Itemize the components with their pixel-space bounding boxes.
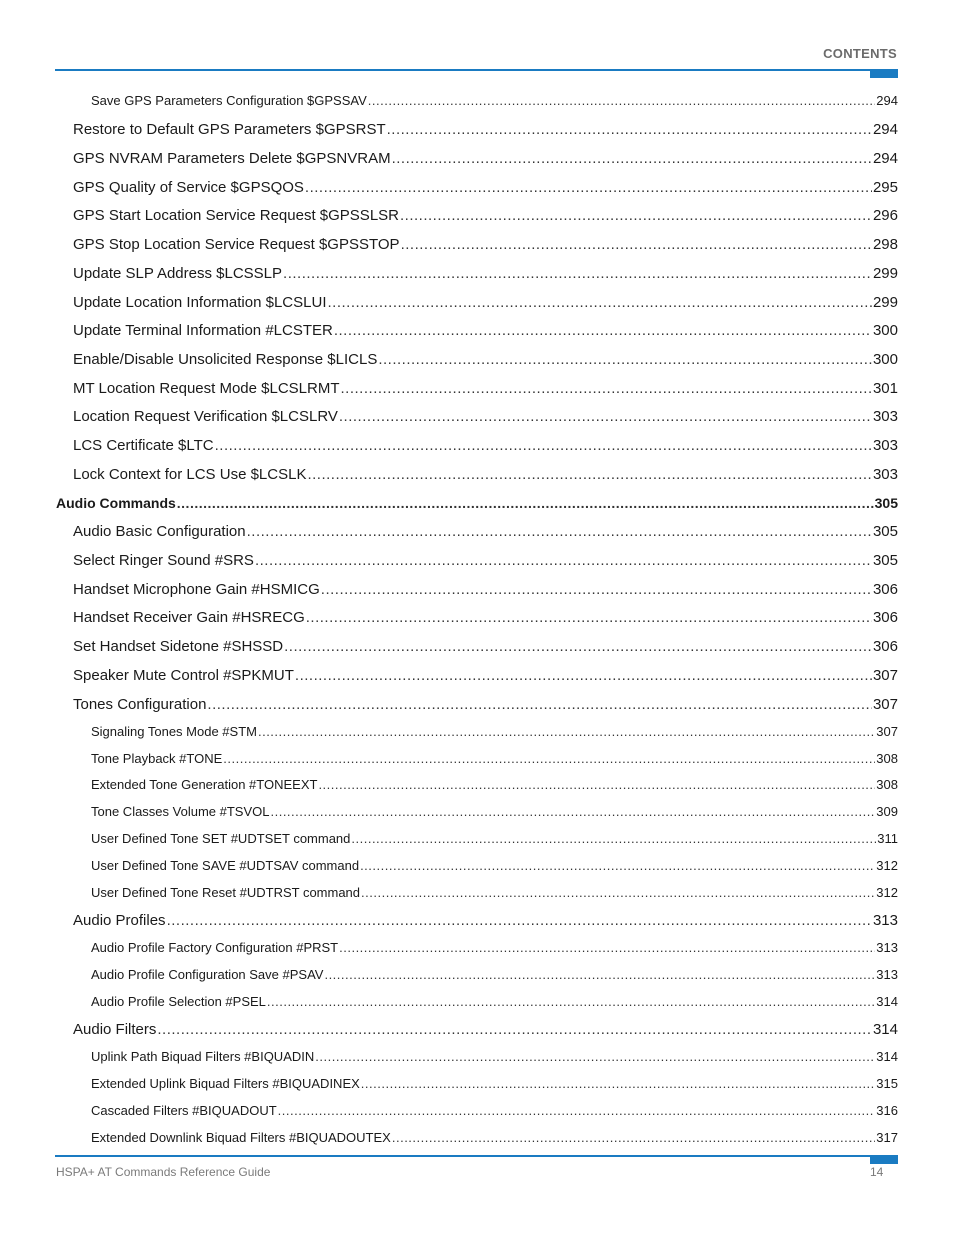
toc-entry-title: Update Terminal Information #LCSTER	[73, 322, 333, 339]
toc-entry-title: Audio Profile Configuration Save #PSAV	[91, 967, 324, 982]
toc-entry-title: Signaling Tones Mode #STM	[91, 724, 257, 739]
toc-entry-page-number: 312	[876, 858, 898, 873]
toc-dot-leader	[307, 466, 872, 483]
toc-dot-leader	[283, 265, 872, 282]
toc-entry-title: Audio Commands	[56, 495, 176, 511]
toc-entry-title: Handset Microphone Gain #HSMICG	[73, 581, 320, 598]
toc-entry[interactable]	[73, 294, 898, 311]
toc-entry[interactable]	[73, 638, 898, 655]
toc-entry-title: Cascaded Filters #BIQUADOUT	[91, 1103, 277, 1118]
toc-dot-leader	[401, 236, 872, 253]
toc-entry[interactable]	[73, 236, 898, 253]
toc-entry[interactable]	[91, 858, 898, 873]
toc-dot-leader	[392, 1130, 875, 1145]
toc-entry-page-number: 294	[872, 150, 898, 167]
toc-entry[interactable]	[91, 1049, 898, 1064]
toc-entry[interactable]	[91, 804, 898, 819]
header-rule	[55, 69, 898, 71]
toc-entry[interactable]	[56, 495, 898, 511]
toc-dot-leader	[270, 804, 875, 819]
footer-page-number: 14	[870, 1165, 884, 1179]
toc-entry[interactable]	[73, 1021, 898, 1038]
toc-entry[interactable]	[91, 994, 898, 1009]
header-section-label: CONTENTS	[823, 46, 897, 61]
toc-dot-leader	[339, 940, 875, 955]
toc-entry-title: Audio Profile Factory Configuration #PRST	[91, 940, 339, 955]
toc-entry-title: Uplink Path Biquad Filters #BIQUADIN	[91, 1049, 315, 1064]
toc-entry[interactable]	[73, 179, 898, 196]
toc-entry-title: Set Handset Sidetone #SHSSD	[73, 638, 284, 655]
toc-entry-page-number: 306	[872, 638, 898, 655]
footer-document-title: HSPA+ AT Commands Reference Guide	[56, 1165, 271, 1179]
toc-dot-leader	[167, 912, 872, 929]
toc-entry-page-number: 306	[872, 609, 898, 626]
toc-entry[interactable]	[73, 912, 898, 929]
toc-entry[interactable]	[91, 1130, 898, 1145]
toc-entry-title: Restore to Default GPS Parameters $GPSRST	[73, 121, 386, 138]
toc-entry-title: Select Ringer Sound #SRS	[73, 552, 254, 569]
toc-entry[interactable]	[91, 831, 898, 846]
toc-entry-title: GPS Start Location Service Request $GPSSLSR	[73, 207, 399, 224]
toc-entry-title: GPS Stop Location Service Request $GPSSTOP	[73, 236, 400, 253]
toc-entry-title: Extended Downlink Biquad Filters #BIQUADOUTEX	[91, 1130, 391, 1145]
toc-entry[interactable]	[73, 150, 898, 167]
toc-entry-title: Lock Context for LCS Use $LCSLK	[73, 466, 307, 483]
toc-entry-page-number: 305	[872, 552, 898, 569]
toc-entry-title: GPS NVRAM Parameters Delete $GPSNVRAM	[73, 150, 391, 167]
toc-entry-page-number: 295	[872, 179, 898, 196]
toc-dot-leader	[327, 294, 871, 311]
toc-entry[interactable]	[73, 696, 898, 713]
toc-dot-leader	[306, 609, 872, 626]
toc-dot-leader	[267, 994, 875, 1009]
toc-dot-leader	[324, 967, 875, 982]
toc-entry-page-number: 303	[872, 466, 898, 483]
toc-dot-leader	[207, 696, 872, 713]
toc-entry-page-number: 307	[872, 696, 898, 713]
toc-dot-leader	[378, 351, 872, 368]
toc-entry-title: Update SLP Address $LCSSLP	[73, 265, 283, 282]
toc-entry-title: Audio Profile Selection #PSEL	[91, 994, 266, 1009]
toc-entry-title: Location Request Verification $LCSLRV	[73, 408, 338, 425]
toc-dot-leader	[255, 552, 872, 569]
toc-dot-leader	[305, 179, 872, 196]
toc-entry[interactable]	[91, 967, 898, 982]
header-rule-tab	[870, 69, 898, 78]
toc-entry[interactable]	[73, 351, 898, 368]
toc-entry-title: User Defined Tone SET #UDTSET command	[91, 831, 351, 846]
toc-entry-page-number: 300	[872, 322, 898, 339]
toc-entry-page-number: 308	[876, 751, 898, 766]
footer-rule	[55, 1155, 898, 1157]
toc-entry-page-number: 313	[872, 912, 898, 929]
toc-entry-page-number: 313	[876, 967, 898, 982]
toc-dot-leader	[361, 885, 875, 900]
toc-entry-page-number: 312	[876, 885, 898, 900]
toc-entry-page-number: 298	[872, 236, 898, 253]
toc-dot-leader	[278, 1103, 876, 1118]
toc-entry-title: GPS Quality of Service $GPSQOS	[73, 179, 304, 196]
toc-entry-page-number: 305	[874, 495, 898, 511]
toc-entry-title: User Defined Tone Reset #UDTRST command	[91, 885, 361, 900]
toc-entry-page-number: 314	[876, 1049, 898, 1064]
toc-entry-page-number: 296	[872, 207, 898, 224]
toc-entry-page-number: 314	[876, 994, 898, 1009]
toc-entry[interactable]	[73, 207, 898, 224]
toc-entry-page-number: 301	[872, 380, 898, 397]
toc-entry-title: Extended Uplink Biquad Filters #BIQUADINEX	[91, 1076, 360, 1091]
toc-entry-title: User Defined Tone SAVE #UDTSAV command	[91, 858, 360, 873]
toc-entry-title: LCS Certificate $LTC	[73, 437, 214, 454]
toc-entry-page-number: 299	[872, 265, 898, 282]
toc-entry[interactable]	[73, 265, 898, 282]
toc-dot-leader	[334, 322, 872, 339]
toc-entry[interactable]	[73, 408, 898, 425]
toc-entry-title: MT Location Request Mode $LCSLRMT	[73, 380, 340, 397]
toc-entry[interactable]	[73, 380, 898, 397]
toc-entry[interactable]	[91, 1076, 898, 1091]
toc-entry-page-number: 308	[876, 777, 898, 792]
toc-entry[interactable]	[73, 581, 898, 598]
toc-entry-page-number: 313	[876, 940, 898, 955]
toc-entry-page-number: 311	[877, 831, 898, 846]
toc-entry-page-number: 307	[872, 667, 898, 684]
toc-entry[interactable]	[91, 724, 898, 739]
toc-entry-title: Audio Filters	[73, 1021, 157, 1038]
toc-dot-leader	[321, 581, 872, 598]
toc-entry-page-number: 316	[876, 1103, 898, 1118]
toc-dot-leader	[177, 495, 874, 511]
toc-dot-leader	[392, 150, 872, 167]
toc-dot-leader	[318, 777, 875, 792]
toc-entry-page-number: 314	[872, 1021, 898, 1038]
toc-dot-leader	[157, 1021, 872, 1038]
toc-dot-leader	[339, 408, 872, 425]
toc-entry[interactable]	[73, 466, 898, 483]
toc-entry-page-number: 315	[876, 1076, 898, 1091]
toc-entry-title: Tone Classes Volume #TSVOL	[91, 804, 270, 819]
toc-entry[interactable]	[91, 885, 898, 900]
toc-dot-leader	[258, 724, 875, 739]
toc-dot-leader	[400, 207, 872, 224]
toc-entry-title: Tone Playback #TONE	[91, 751, 223, 766]
toc-entry[interactable]	[73, 121, 898, 138]
toc-dot-leader	[351, 831, 876, 846]
toc-entry[interactable]	[73, 322, 898, 339]
toc-entry-title: Extended Tone Generation #TONEEXT	[91, 777, 318, 792]
toc-entry-page-number: 317	[876, 1130, 898, 1145]
toc-entry[interactable]	[91, 777, 898, 792]
toc-entry[interactable]	[91, 940, 898, 955]
toc-dot-leader	[247, 523, 872, 540]
toc-dot-leader	[360, 858, 875, 873]
toc-entry-page-number: 309	[876, 804, 898, 819]
toc-dot-leader	[341, 380, 872, 397]
toc-dot-leader	[215, 437, 872, 454]
toc-entry[interactable]	[73, 437, 898, 454]
toc-entry-title: Audio Basic Configuration	[73, 523, 246, 540]
toc-dot-leader	[315, 1049, 875, 1064]
toc-entry[interactable]	[73, 523, 898, 540]
toc-entry[interactable]	[91, 93, 898, 108]
toc-entry-title: Tones Configuration	[73, 696, 207, 713]
toc-entry-page-number: 294	[876, 93, 898, 108]
toc-dot-leader	[284, 638, 872, 655]
toc-entry[interactable]	[73, 552, 898, 569]
toc-entry-title: Enable/Disable Unsolicited Response $LICLS	[73, 351, 378, 368]
toc-entry-title: Audio Profiles	[73, 912, 166, 929]
footer-rule-tab	[870, 1155, 898, 1164]
toc-entry-page-number: 303	[872, 408, 898, 425]
toc-dot-leader	[295, 667, 872, 684]
toc-entry-title: Update Location Information $LCSLUI	[73, 294, 327, 311]
toc-dot-leader	[223, 751, 875, 766]
toc-dot-leader	[368, 93, 876, 108]
toc-entry-page-number: 305	[872, 523, 898, 540]
toc-entry-page-number: 299	[872, 294, 898, 311]
toc-entry-title: Handset Receiver Gain #HSRECG	[73, 609, 305, 626]
toc-entry[interactable]	[91, 1103, 898, 1118]
toc-entry[interactable]	[73, 609, 898, 626]
toc-entry-page-number: 306	[872, 581, 898, 598]
toc-dot-leader	[387, 121, 872, 138]
toc-entry[interactable]	[91, 751, 898, 766]
toc-entry-title: Speaker Mute Control #SPKMUT	[73, 667, 294, 684]
toc-entry-page-number: 300	[872, 351, 898, 368]
toc-entry-page-number: 294	[872, 121, 898, 138]
toc-dot-leader	[361, 1076, 876, 1091]
toc-entry-page-number: 307	[876, 724, 898, 739]
toc-entry-page-number: 303	[872, 437, 898, 454]
toc-entry-title: Save GPS Parameters Configuration $GPSSAV	[91, 93, 367, 108]
toc-entry[interactable]	[73, 667, 898, 684]
